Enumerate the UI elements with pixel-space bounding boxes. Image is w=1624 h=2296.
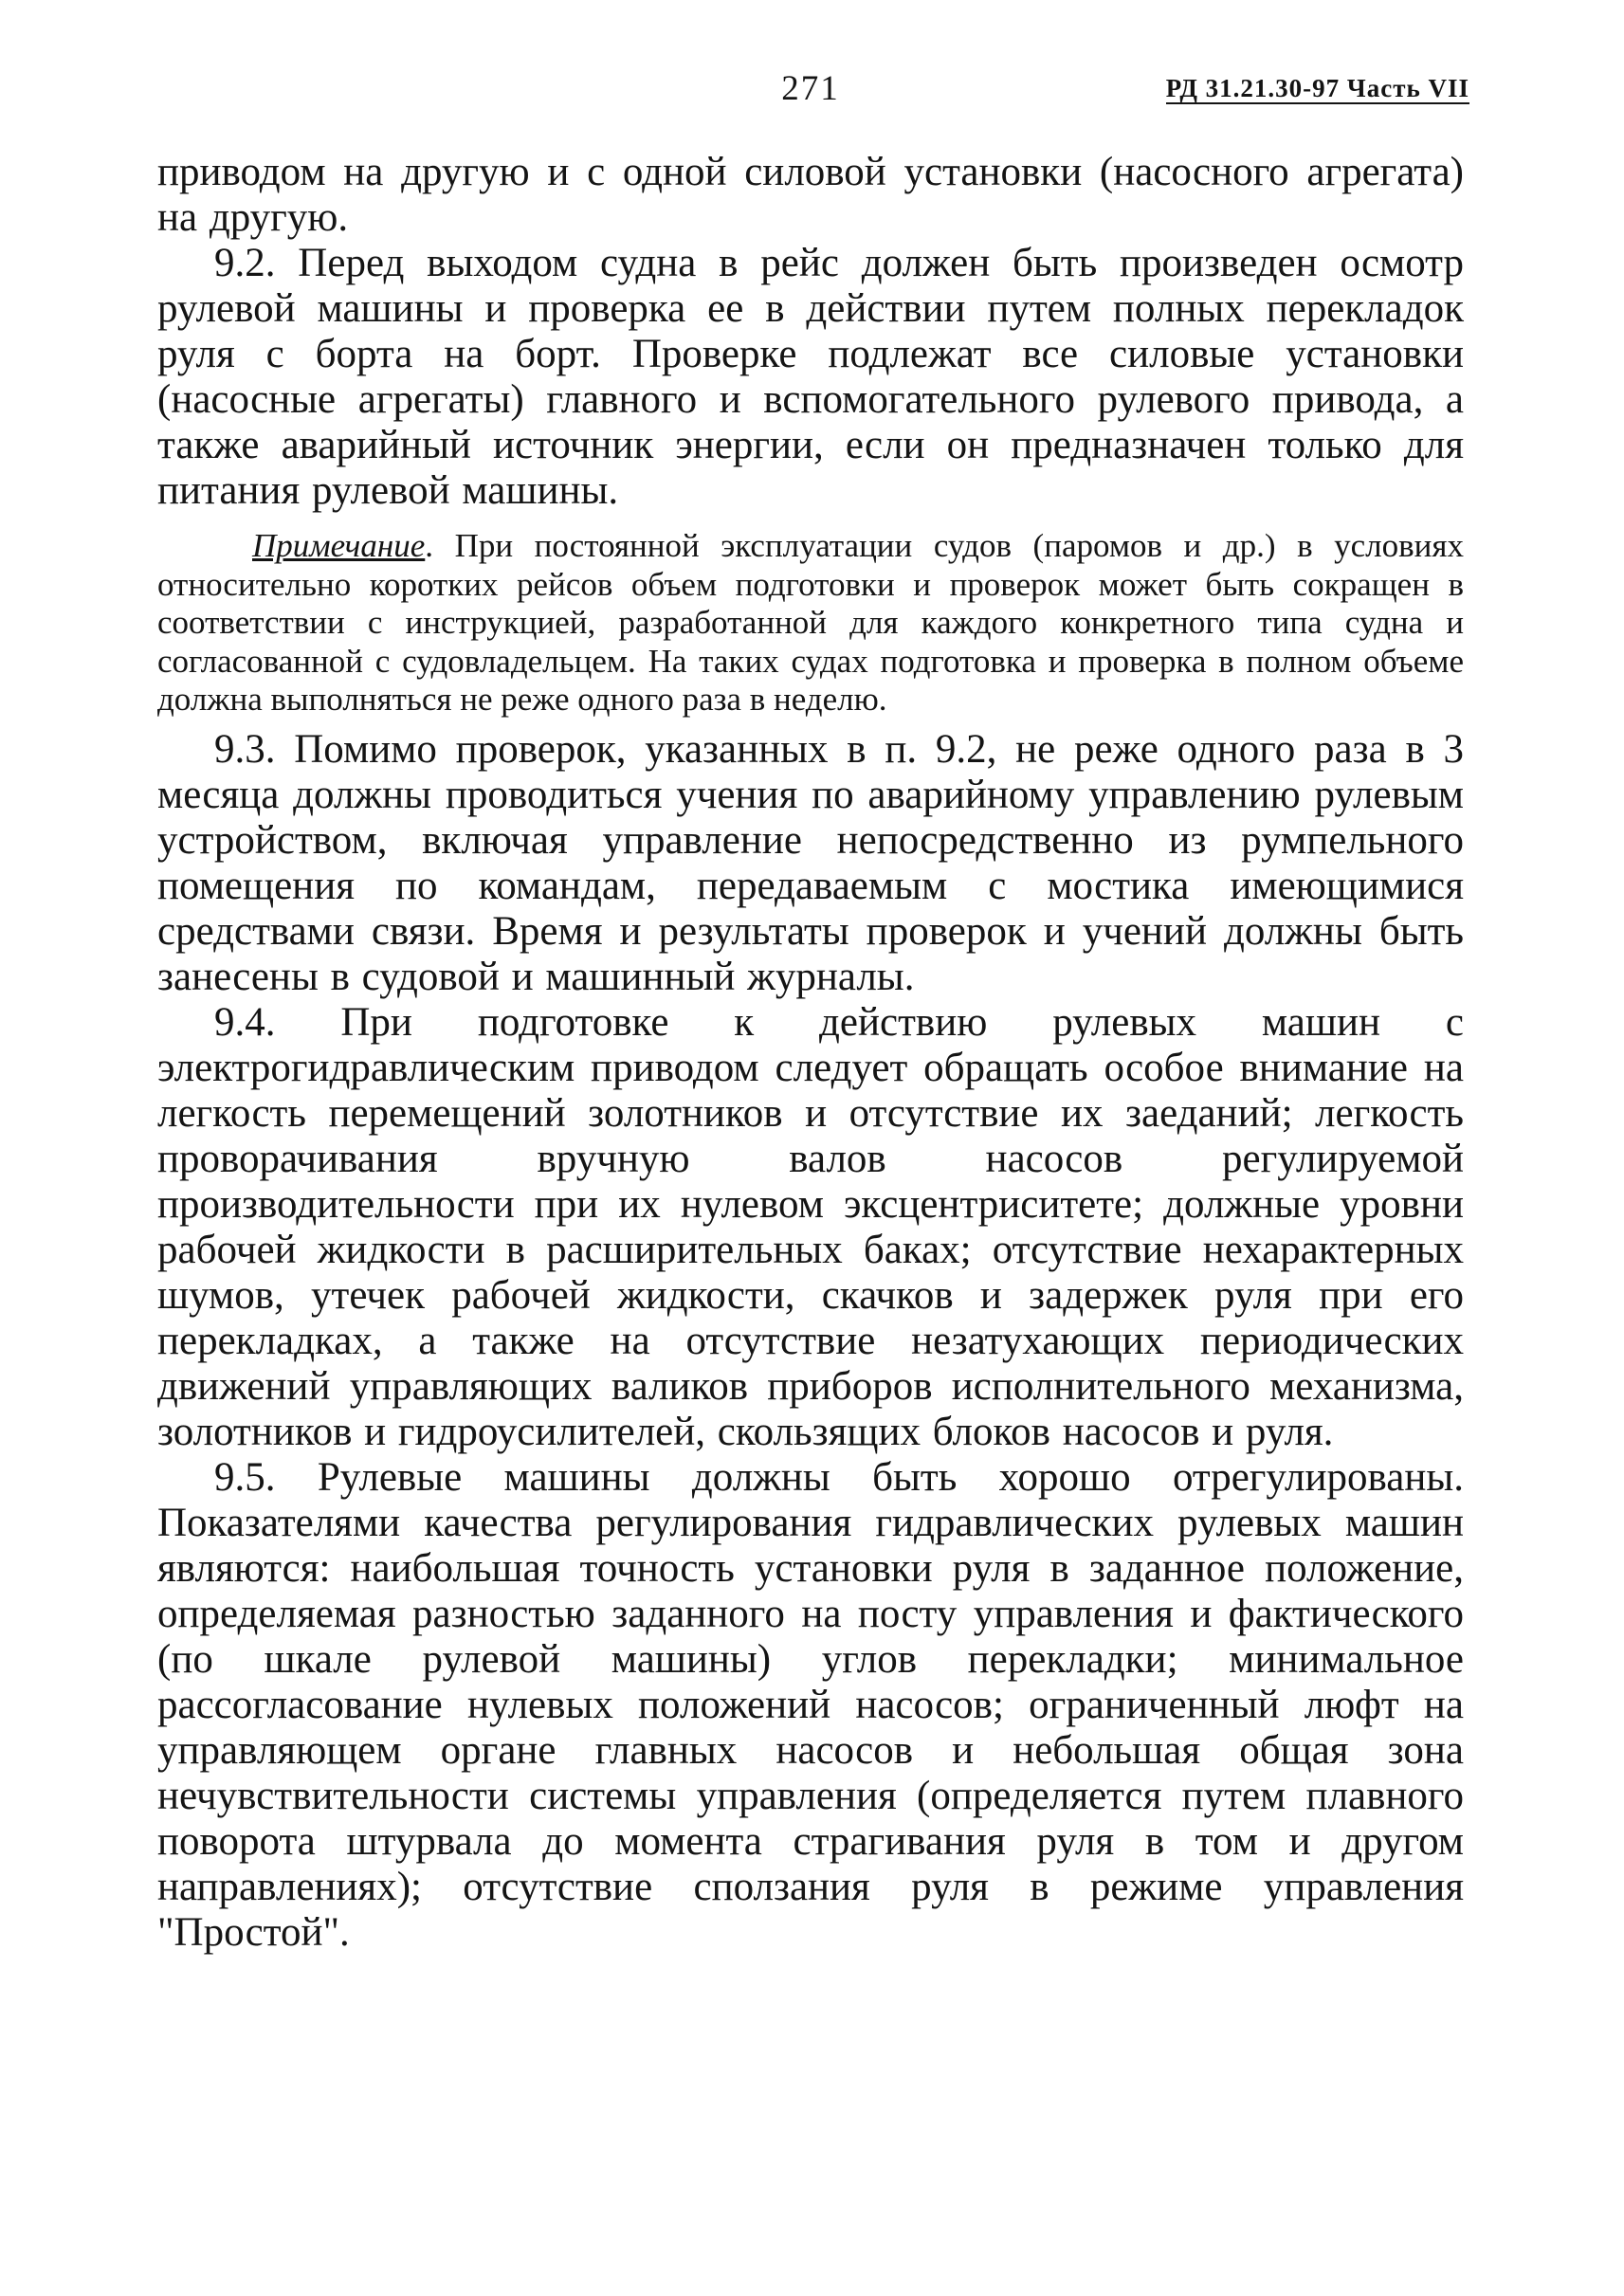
- paragraph-9-5: 9.5. Рулевые машины должны быть хорошо отрегулированы. Показателями качества регулирования гидравлических рулевых машин являются: наибольшая точность установки руля в заданное положение, определяемая разностью заданного на посту управления и фактического (по шкале рулевой машины) углов перекладки; минимальное рассогласование нулевых положений насосов; ограниченный люфт на управляющем органе главных насосов и небольшая общая зона нечувствительности системы управления (определяется путем плавного поворота штурвала до момента страгивания руля в том и другом направлениях); отсутствие сползания руля в режиме управления "Простой".: [157, 1454, 1464, 1955]
- document-reference: РД 31.21.30-97 Часть VII: [1165, 74, 1469, 102]
- paragraph-9-3: 9.3. Помимо проверок, указанных в п. 9.2, не реже одного раза в 3 месяца должны проводиться учения по аварийному управлению рулевым устройством, включая управление непосредственно из румпельного помещения по командам, передаваемым с мостика имеющимися средствами связи. Время и результаты проверок и учений должны быть занесены в судовой и машинный журналы.: [157, 726, 1464, 999]
- note-text: . При постоянной эксплуатации судов (паромов и др.) в условиях относительно коротких рейсов объем подготовки и проверок может быть сокращен в соответствии с инструкцией, разработанной для каждого конкретного типа судна и согласованной с судовладельцем. На таких судах подготовка и проверка в полном объеме должна выполняться не реже одного раза в неделю.: [157, 527, 1464, 718]
- paragraph-continuation: приводом на другую и с одной силовой установки (насосного агрегата) на другую.: [157, 150, 1464, 240]
- note-label: Примечание: [252, 527, 426, 564]
- paragraph-9-2: 9.2. Перед выходом судна в рейс должен быть произведен осмотр рулевой машины и проверка ее в действии путем полных перекладок руля с борта на борт. Проверке подлежат все силовые установки (насосные агрегаты) главного и вспомогательного рулевого привода, а также аварийный источник энергии, если он предназначен только для питания рулевой машины.: [157, 241, 1464, 513]
- page-number: 271: [781, 69, 840, 108]
- note-block: [157, 527, 1464, 720]
- page-body: [157, 150, 1464, 1956]
- paragraph-9-4: 9.4. При подготовке к действию рулевых машин с электрогидравлическим приводом следует обращать особое внимание на легкость перемещений золотников и отсутствие их заеданий; легкость проворачивания вручную валов насосов регулируемой производительности при их нулевом эксцентриситете; должные уровни рабочей жидкости в расширительных баках; отсутствие нехарактерных шумов, утечек рабочей жидкости, скачков и задержек руля при его перекладках, а также на отсутствие незатухающих периодических движений управляющих валиков приборов исполнительного механизма, золотников и гидроусилителей, скользящих блоков насосов и руля.: [157, 999, 1464, 1454]
- page-header: [152, 68, 1469, 114]
